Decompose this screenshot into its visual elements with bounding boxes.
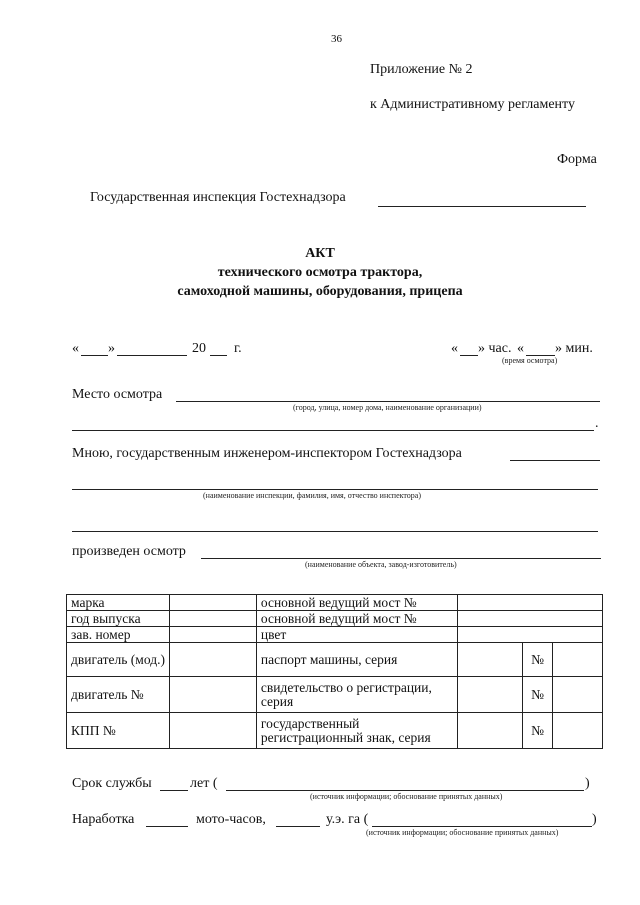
cell-input[interactable]: [170, 677, 257, 713]
cell-input[interactable]: [458, 627, 603, 643]
cell-label: основной ведущий мост №: [256, 611, 457, 627]
regulation-label: к Административному регламенту: [370, 97, 575, 112]
page-number: 36: [331, 33, 342, 45]
inspection-field[interactable]: [378, 206, 586, 207]
runtime-ue-field[interactable]: [276, 826, 320, 827]
runtime-ue-label: у.э. га (: [326, 812, 369, 827]
cell-label: год выпуска: [67, 611, 170, 627]
cell-number-sign: №: [523, 677, 553, 713]
cell-input[interactable]: [552, 677, 602, 713]
cell-label: цвет: [256, 627, 457, 643]
hour-field[interactable]: [460, 355, 478, 356]
cell-input[interactable]: [170, 713, 257, 749]
cell-input[interactable]: [552, 643, 602, 677]
inspector-field-3[interactable]: [72, 531, 598, 532]
inspector-label: Мною, государственным инженером-инспектором Гостехнадзора: [72, 446, 462, 461]
day-quote-close: »: [108, 341, 115, 356]
table-row: [67, 627, 603, 643]
min-quote-open: «: [517, 341, 524, 356]
cell-label: паспорт машины, серия: [256, 643, 457, 677]
runtime-label: Наработка: [72, 812, 135, 827]
service-source-field[interactable]: [226, 790, 584, 791]
table-row: [67, 677, 603, 713]
cell-number-sign: №: [523, 643, 553, 677]
place-caption: (город, улица, номер дома, наименование организации): [293, 403, 482, 412]
cell-label: двигатель (мод.): [67, 643, 170, 677]
place-field-2[interactable]: [72, 430, 594, 431]
cell-label: двигатель №: [67, 677, 170, 713]
act-subtitle-1: технического осмотра трактора,: [217, 265, 423, 280]
cell-input[interactable]: [458, 713, 523, 749]
place-field[interactable]: [176, 401, 600, 402]
cell-input[interactable]: [552, 713, 602, 749]
month-field[interactable]: [117, 355, 187, 356]
cell-input[interactable]: [170, 627, 257, 643]
runtime-hours-field[interactable]: [146, 826, 188, 827]
act-title: АКТ: [305, 246, 335, 261]
inspection-done-caption: (наименование объекта, завод-изготовитель): [305, 560, 457, 569]
day-quote-open: «: [72, 341, 79, 356]
cell-label: свидетельство о регистрации, серия: [256, 677, 457, 713]
service-caption: (источник информации; обоснование принятых данных): [310, 792, 503, 801]
cell-label: марка: [67, 595, 170, 611]
inspection-done-field[interactable]: [201, 558, 601, 559]
table-row: [67, 643, 603, 677]
inspector-field-2[interactable]: [72, 489, 598, 490]
service-years-field[interactable]: [160, 790, 188, 791]
place-label: Место осмотра: [72, 387, 163, 402]
cell-number-sign: №: [523, 713, 553, 749]
service-label: Срок службы: [72, 776, 152, 791]
table-row: [67, 595, 603, 611]
table-row: [67, 611, 603, 627]
inspection-done-label: произведен осмотр: [72, 544, 186, 559]
form-label: Форма: [557, 152, 597, 167]
service-close: ): [585, 776, 590, 791]
cell-input[interactable]: [458, 643, 523, 677]
time-caption: (время осмотра): [502, 356, 558, 365]
place-end-dot: .: [595, 416, 599, 431]
cell-input[interactable]: [458, 595, 603, 611]
cell-input[interactable]: [458, 677, 523, 713]
cell-label: основной ведущий мост №: [256, 595, 457, 611]
inspection-label: Государственная инспекция Гостехнадзора: [90, 190, 346, 205]
year-suffix: г.: [234, 341, 242, 356]
runtime-source-field[interactable]: [372, 826, 592, 827]
act-subtitle-2: самоходной машины, оборудования, прицепа: [177, 284, 463, 299]
cell-label: государственный регистрационный знак, серия: [256, 713, 457, 749]
cell-input[interactable]: [170, 611, 257, 627]
min-label: » мин.: [555, 341, 593, 356]
runtime-close: ): [592, 812, 597, 827]
service-years-label: лет (: [190, 776, 218, 791]
cell-input[interactable]: [170, 595, 257, 611]
year-field[interactable]: [210, 355, 227, 356]
year-prefix: 20: [192, 341, 206, 356]
vehicle-table: [66, 594, 603, 749]
cell-label: зав. номер: [67, 627, 170, 643]
cell-input[interactable]: [170, 643, 257, 677]
appendix-label: Приложение № 2: [370, 62, 473, 77]
table-row: [67, 713, 603, 749]
runtime-moto-label: мото-часов,: [196, 812, 266, 827]
day-field[interactable]: [81, 355, 108, 356]
inspector-field[interactable]: [510, 460, 600, 461]
runtime-caption: (источник информации; обоснование принятых данных): [366, 828, 559, 837]
hour-label: » час.: [478, 341, 512, 356]
cell-label: КПП №: [67, 713, 170, 749]
hour-quote-open: «: [451, 341, 458, 356]
inspector-caption: (наименование инспекции, фамилия, имя, отчество инспектора): [203, 491, 422, 500]
cell-input[interactable]: [458, 611, 603, 627]
